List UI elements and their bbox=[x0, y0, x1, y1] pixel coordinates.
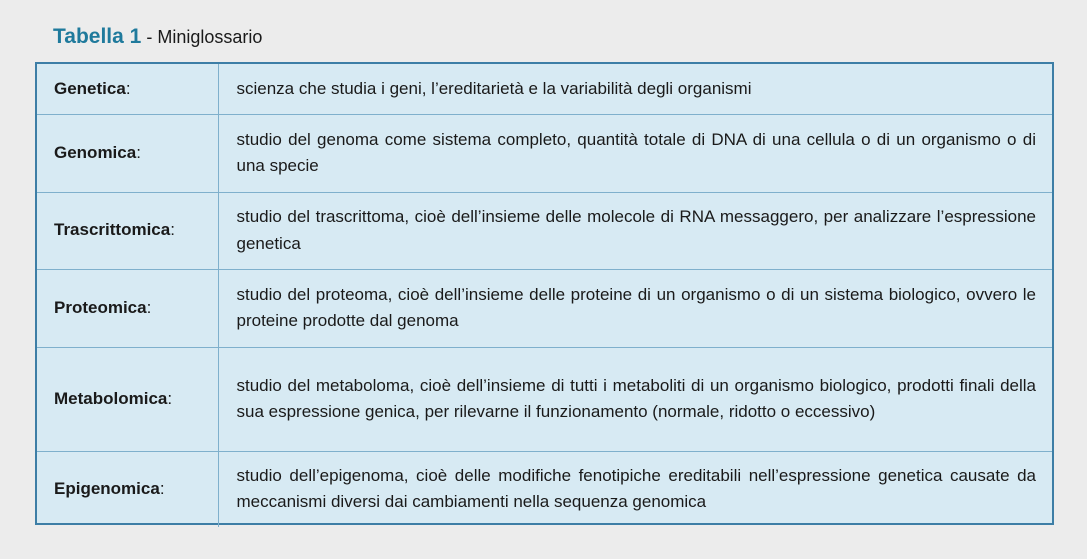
definition-cell: studio del metaboloma, cioè dell’insieme di tutti i metaboliti di un organismo biologico, prodotti finali della sua espressione genica, per rilevarne il funzionamento (normale, ridotto o eccessivo) bbox=[218, 347, 1052, 451]
table-title: Miniglossario bbox=[157, 27, 263, 47]
term-name: Genomica bbox=[54, 142, 137, 162]
term-name: Epigenomica bbox=[54, 479, 160, 498]
term-colon: : bbox=[159, 479, 165, 498]
definition-cell: studio del proteoma, cioè dell’insieme delle proteine di un organismo o di un sistema biologico, ovvero le proteine prodotte dal genoma bbox=[218, 269, 1052, 347]
definition-cell: studio del genoma come sistema completo, quantità totale di DNA di una cellula o di un organismo o di una specie bbox=[218, 114, 1052, 192]
term-name: Genetica bbox=[54, 78, 126, 98]
term-name: Trascrittomica bbox=[54, 220, 171, 240]
term-colon: : bbox=[146, 297, 152, 317]
definition-cell: studio del trascrittoma, cioè dell’insieme delle molecole di RNA messaggero, per analizzare l’espressione genetica bbox=[218, 192, 1052, 269]
term-name: Metabolomica bbox=[54, 388, 168, 408]
term-name: Proteomica bbox=[54, 297, 147, 317]
term-cell bbox=[37, 114, 218, 192]
term-cell bbox=[37, 451, 218, 527]
term-cell bbox=[37, 269, 218, 347]
term-cell bbox=[37, 192, 218, 269]
definition-cell: studio dell’epigenoma, cioè delle modifiche fenotipiche ereditabili nell’espressione genetica causate da meccanismi diversi dai cambiamenti nella sequenza genomica bbox=[236, 465, 1036, 512]
term-cell bbox=[37, 347, 218, 451]
table-caption bbox=[53, 24, 262, 50]
term-colon: : bbox=[167, 388, 173, 408]
glossary-table bbox=[37, 64, 1052, 527]
table-row bbox=[37, 64, 1052, 114]
table-row bbox=[37, 114, 1052, 192]
caption-separator: - bbox=[146, 27, 153, 47]
definition-cell: scienza che studia i geni, l’ereditarietà e la variabilità degli organismi bbox=[218, 64, 1052, 114]
table-row bbox=[37, 347, 1052, 451]
term-colon: : bbox=[125, 78, 131, 98]
table-row bbox=[37, 269, 1052, 347]
glossary-table-frame bbox=[35, 62, 1054, 525]
term-colon: : bbox=[136, 142, 141, 162]
table-number: Tabella 1 bbox=[53, 25, 142, 48]
table-row bbox=[37, 192, 1052, 269]
table-row bbox=[37, 451, 1052, 527]
term-colon: : bbox=[170, 220, 175, 240]
term-cell bbox=[37, 64, 218, 114]
